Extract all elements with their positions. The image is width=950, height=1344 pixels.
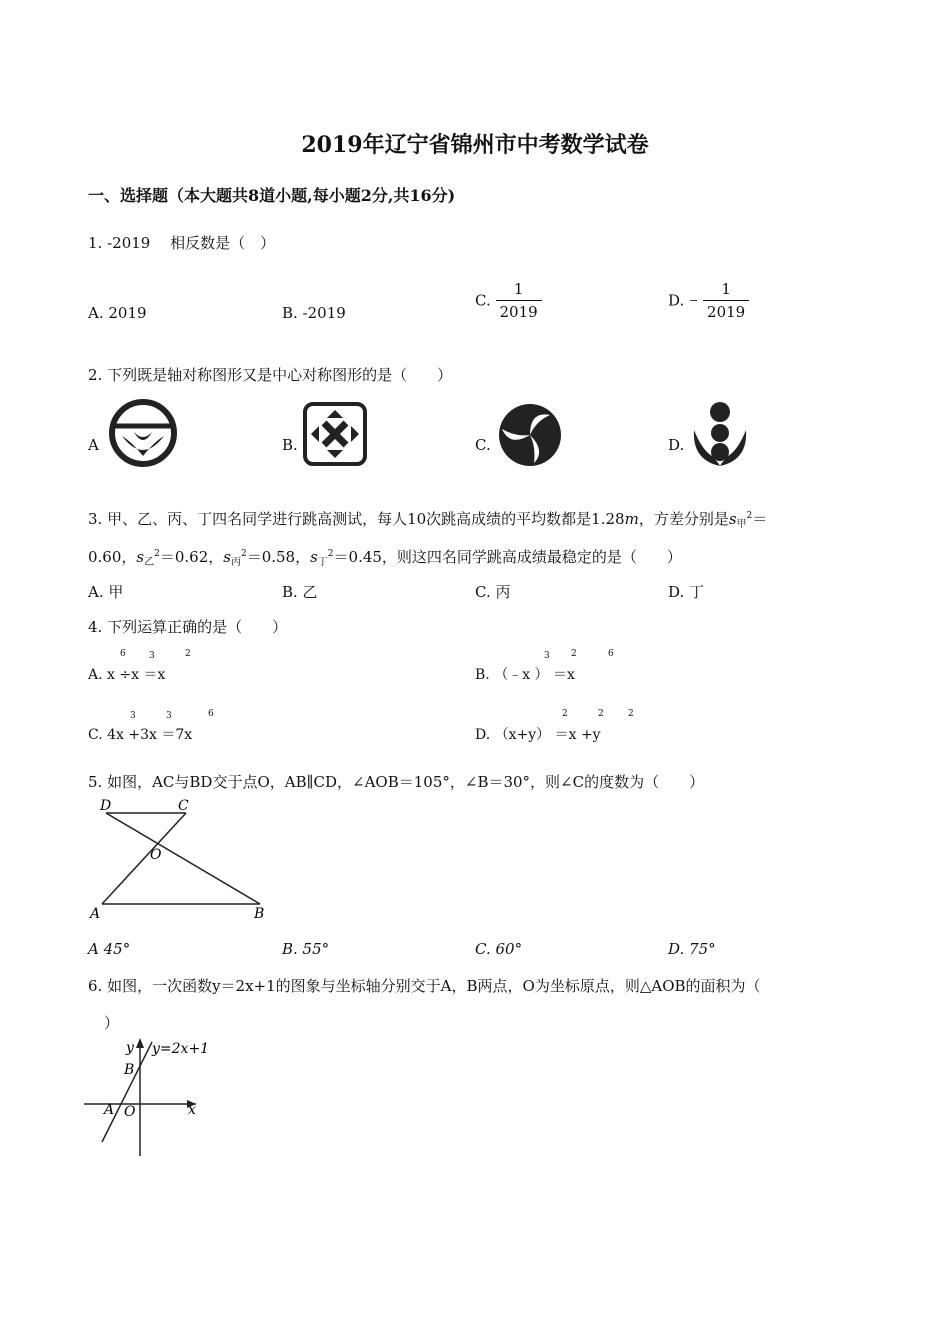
superscript: 2 bbox=[598, 709, 604, 719]
fraction-denominator: 2019 bbox=[499, 303, 538, 321]
q3-text: ＝0.58， bbox=[246, 548, 311, 566]
line-equation-label: y=2x+1 bbox=[152, 1041, 210, 1057]
q4-option-d: D. （x+y） ＝x +y bbox=[475, 727, 601, 743]
q2-option-d-label: D. bbox=[668, 436, 685, 454]
minus-sign: − bbox=[689, 294, 699, 307]
q1-option-a: A. 2019 bbox=[88, 304, 147, 322]
q4-option-a: A. x ÷x ＝x bbox=[88, 667, 166, 683]
q1-option-b: B. -2019 bbox=[282, 304, 346, 322]
q3-option-a: A. 甲 bbox=[88, 583, 124, 601]
point-label-o: O bbox=[150, 847, 162, 863]
q5-option-b: B. 55° bbox=[282, 940, 330, 958]
superscript: 6 bbox=[208, 709, 214, 719]
q3-text: 0.60， bbox=[88, 548, 137, 566]
q6-function-graph bbox=[84, 1036, 214, 1160]
subscript: 丁 bbox=[317, 557, 328, 568]
point-label-b: B bbox=[254, 906, 265, 922]
question-6-stem-end: ） bbox=[104, 1014, 120, 1032]
point-label-c: C bbox=[178, 798, 189, 814]
q3-option-c: C. 丙 bbox=[475, 583, 511, 601]
q3-option-b: B. 乙 bbox=[282, 583, 318, 601]
q2-figure-a bbox=[108, 398, 178, 468]
question-5-stem: 5. 如图，AC与BD交于点O，AB∥CD，∠AOB＝105°，∠B＝30°，则∠C的度数为（ ） bbox=[88, 773, 705, 791]
superscript: 3 bbox=[544, 651, 550, 661]
variance-symbol: s bbox=[136, 548, 145, 566]
variance-symbol: s bbox=[728, 510, 737, 528]
superscript: 2 bbox=[185, 649, 191, 659]
q2-option-c-label: C. bbox=[475, 436, 491, 454]
q1-option-d bbox=[668, 278, 749, 323]
q5-geometry-figure bbox=[86, 796, 276, 924]
section-heading: 一、选择题（本大题共8道小题,每小题2分,共16分) bbox=[88, 186, 456, 205]
question-6-stem: 6. 如图，一次函数y＝2x+1的图象与坐标轴分别交于A，B两点，O为坐标原点，则△AOB的面积为（ bbox=[88, 977, 761, 995]
q3-text: ＝0.45，则这四名同学跳高成绩最稳定的是（ ） bbox=[333, 548, 682, 566]
point-label-a: A bbox=[104, 1102, 115, 1118]
superscript: 2 bbox=[746, 511, 753, 521]
q2-option-b-label: B. bbox=[282, 436, 298, 454]
x-axis-label: x bbox=[188, 1102, 196, 1118]
q4-option-c: C. 4x +3x ＝7x bbox=[88, 727, 193, 743]
superscript: 2 bbox=[628, 709, 634, 719]
superscript: 2 bbox=[154, 549, 160, 559]
q1-option-d-fraction bbox=[703, 278, 749, 323]
superscript: 2 bbox=[562, 709, 568, 719]
q3-option-d: D. 丁 bbox=[668, 583, 705, 601]
q2-figure-b bbox=[302, 401, 368, 467]
superscript: 3 bbox=[130, 711, 136, 721]
subscript: 乙 bbox=[144, 557, 155, 568]
q3-text: ，方差分别是 bbox=[638, 510, 729, 528]
fraction-numerator: 1 bbox=[496, 278, 542, 301]
subscript: 甲 bbox=[736, 519, 747, 530]
q5-option-d: D. 75° bbox=[668, 940, 716, 958]
variance-symbol: s bbox=[310, 548, 318, 566]
q1-option-c bbox=[475, 278, 542, 323]
page-title: 2019年辽宁省锦州市中考数学试卷 bbox=[301, 132, 649, 158]
unit-m: m bbox=[624, 510, 639, 528]
superscript: 6 bbox=[120, 649, 126, 659]
q5-option-c: C. 60° bbox=[475, 940, 523, 958]
q1-option-d-label: D. bbox=[668, 291, 685, 310]
q3-text: 3. 甲、乙、丙、丁四名同学进行跳高测试，每人10次跳高成绩的平均数都是1.28 bbox=[88, 510, 625, 528]
superscript: 3 bbox=[149, 651, 155, 661]
subscript: 丙 bbox=[230, 557, 241, 568]
variance-symbol: s bbox=[223, 548, 231, 566]
fraction-denominator: 2019 bbox=[707, 303, 746, 321]
y-axis-label: y bbox=[126, 1040, 134, 1056]
q1-option-c-fraction bbox=[496, 278, 542, 323]
origin-label: O bbox=[124, 1104, 136, 1120]
superscript: 2 bbox=[327, 549, 334, 559]
q5-option-a: A 45° bbox=[88, 940, 131, 958]
point-label-a: A bbox=[90, 906, 101, 922]
question-1-stem: 1. -2019 相反数是（ ） bbox=[88, 234, 276, 252]
fraction-numerator: 1 bbox=[703, 278, 749, 301]
superscript: 6 bbox=[608, 649, 614, 659]
q1-option-c-label: C. bbox=[475, 291, 491, 310]
q3-text: ＝ bbox=[752, 510, 768, 528]
point-label-d: D bbox=[100, 798, 112, 814]
q2-figure-d bbox=[688, 400, 752, 472]
question-4-stem: 4. 下列运算正确的是（ ） bbox=[88, 618, 288, 636]
question-3-line-1 bbox=[88, 508, 767, 529]
question-3-line-2 bbox=[88, 546, 682, 567]
q2-option-a-label: A bbox=[88, 436, 99, 454]
superscript: 2 bbox=[571, 649, 577, 659]
superscript: 3 bbox=[166, 711, 172, 721]
q2-figure-c bbox=[496, 401, 564, 469]
q4-option-b: B. （﹣x ） ＝x bbox=[475, 667, 575, 683]
superscript: 2 bbox=[240, 549, 247, 559]
q3-text: ＝0.62， bbox=[159, 548, 224, 566]
point-label-b: B bbox=[124, 1062, 135, 1078]
question-2-stem: 2. 下列既是轴对称图形又是中心对称图形的是（ ） bbox=[88, 366, 453, 384]
